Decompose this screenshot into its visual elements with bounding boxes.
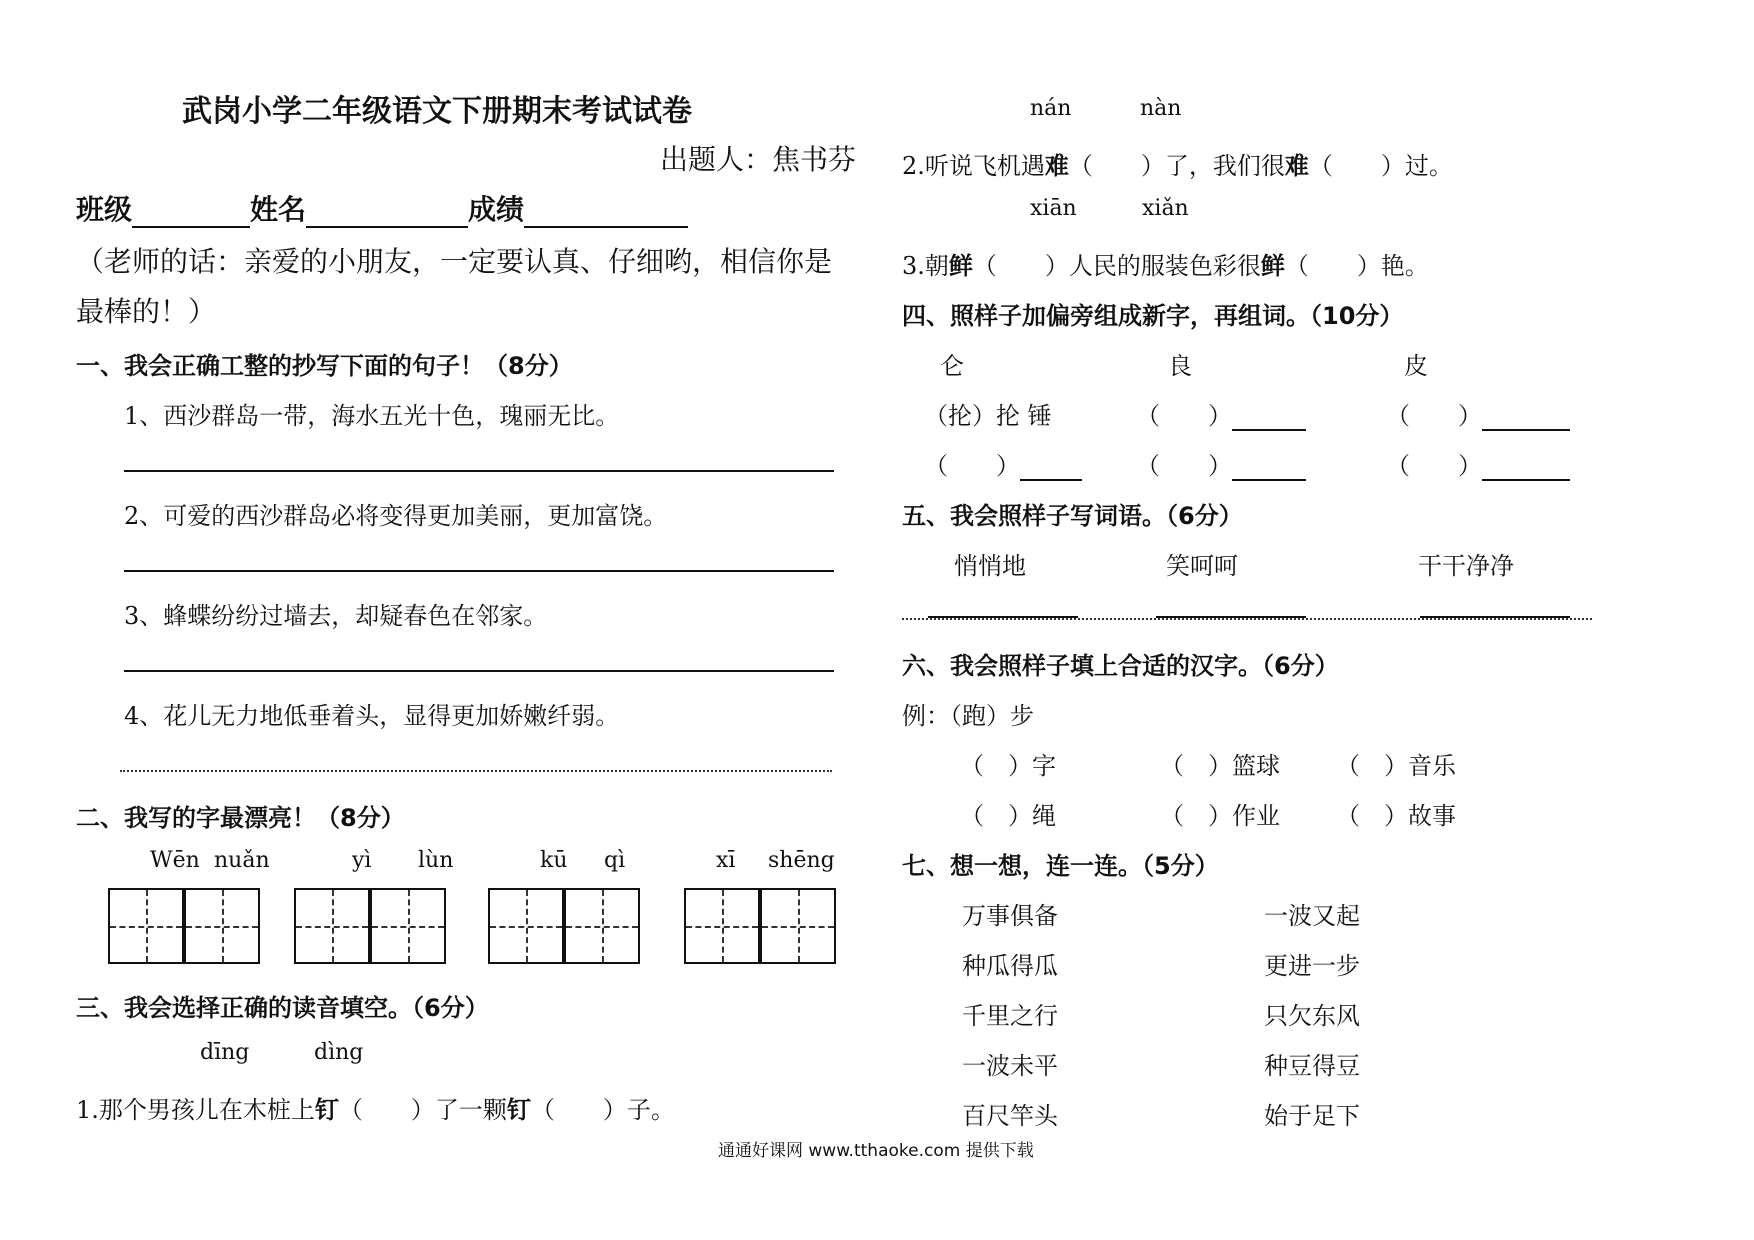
fill-item[interactable]: （ ）绳	[960, 802, 1056, 830]
fill-item[interactable]: （ ）故事	[1336, 802, 1456, 830]
copy-sentence-1: 1、西沙群岛一带，海水五光十色，瑰丽无比。	[124, 402, 620, 430]
teacher-note-line-1: （老师的话：亲爱的小朋友，一定要认真、仔细哟，相信你是	[76, 245, 833, 278]
pinyin-xian3: xiǎn	[1142, 196, 1189, 221]
answer-blank[interactable]: （ ）过。	[1308, 152, 1453, 180]
radical-answer[interactable]: （ ）	[1386, 446, 1570, 481]
radical-char-pi: 皮	[1404, 352, 1428, 380]
idiom-left[interactable]: 种瓜得瓜	[962, 952, 1058, 980]
pinyin-xi: xī	[716, 848, 736, 873]
answer-blank[interactable]: （ ）艳。	[1284, 252, 1429, 280]
writing-box[interactable]	[488, 888, 564, 964]
writing-box[interactable]	[294, 888, 370, 964]
idiom-right[interactable]: 一波又起	[1264, 902, 1360, 930]
idiom-right[interactable]: 更进一步	[1264, 952, 1360, 980]
copy-sentence-3: 3、蜂蝶纷纷过墙去，却疑春色在邻家。	[124, 602, 548, 630]
radical-answer[interactable]: （ ）	[924, 446, 1082, 481]
fill-item[interactable]: （ ）字	[960, 752, 1056, 780]
answer-blank[interactable]: （ ）了，我们很	[1068, 152, 1285, 180]
pinyin-ding1: dīng	[200, 1040, 250, 1065]
pinyin-lun: lùn	[418, 848, 454, 873]
pinyin-nuan: nuǎn	[214, 848, 270, 873]
copy-line-3[interactable]	[124, 670, 834, 672]
example-line: 例：（跑）步	[902, 702, 1034, 730]
sample-word-3: 干干净净	[1418, 552, 1514, 580]
pinyin-sheng: shēng	[768, 848, 835, 873]
question-3-2: 2.听说飞机遇难（ ）了，我们很难（ ）过。	[902, 151, 1453, 180]
section-6-title: 六、我会照样子填上合适的汉字。（6分）	[902, 652, 1339, 680]
fill-item[interactable]: （ ）篮球	[1160, 752, 1280, 780]
section-2-title: 二、我写的字最漂亮！（8分）	[76, 804, 405, 832]
idiom-left[interactable]: 万事俱备	[962, 902, 1058, 930]
teacher-note-line-2: 最棒的！）	[76, 295, 217, 328]
copy-line-4[interactable]	[120, 770, 832, 772]
student-info-row	[76, 188, 688, 228]
pinyin-yi: yì	[352, 848, 372, 873]
pinyin-xian1: xiān	[1030, 196, 1077, 221]
word-guide-line	[902, 618, 1592, 620]
section-7-title: 七、想一想，连一连。（5分）	[902, 852, 1219, 880]
pinyin-ku: kū	[540, 848, 568, 873]
copy-line-1[interactable]	[124, 470, 834, 472]
fill-item[interactable]: （ ）作业	[1160, 802, 1280, 830]
writing-box[interactable]	[684, 888, 760, 964]
word-answer-line[interactable]	[928, 616, 1078, 618]
idiom-left[interactable]: 千里之行	[962, 1002, 1058, 1030]
radical-char-lun: 仑	[940, 352, 964, 380]
answer-blank[interactable]: （ ）子。	[530, 1096, 675, 1124]
word-answer-line[interactable]	[1420, 616, 1570, 618]
radical-char-liang: 良	[1168, 352, 1192, 380]
idiom-right[interactable]: 只欠东风	[1264, 1002, 1360, 1030]
question-3-1: 1.那个男孩儿在木桩上钉（ ）了一颗钉（ ）子。	[76, 1095, 675, 1124]
example-answer: （抡）抡 锤	[924, 402, 1052, 430]
answer-blank[interactable]: （ ）人民的服装色彩很	[972, 252, 1261, 280]
section-1-title: 一、我会正确工整的抄写下面的句子！（8分）	[76, 352, 573, 380]
class-field[interactable]	[132, 226, 250, 228]
writing-box[interactable]	[108, 888, 184, 964]
idiom-left[interactable]: 百尺竿头	[962, 1102, 1058, 1130]
section-3-title: 三、我会选择正确的读音填空。（6分）	[76, 994, 489, 1022]
word-answer-line[interactable]	[1156, 616, 1306, 618]
idiom-right[interactable]: 种豆得豆	[1264, 1052, 1360, 1080]
answer-blank[interactable]: （ ）了一颗	[338, 1096, 507, 1124]
writing-box[interactable]	[564, 888, 640, 964]
section-5-title: 五、我会照样子写词语。（6分）	[902, 502, 1243, 530]
radical-answer[interactable]: （ ）	[1386, 396, 1570, 431]
question-3-3: 3.朝鲜（ ）人民的服装色彩很鲜（ ）艳。	[902, 251, 1429, 280]
pinyin-wen: Wēn	[150, 848, 200, 873]
score-label: 成绩	[468, 193, 525, 226]
writing-box[interactable]	[184, 888, 260, 964]
score-field[interactable]	[524, 226, 688, 228]
writing-box[interactable]	[370, 888, 446, 964]
fill-item[interactable]: （ ）音乐	[1336, 752, 1456, 780]
idiom-right[interactable]: 始于足下	[1264, 1102, 1360, 1130]
name-label: 姓名	[250, 193, 307, 226]
radical-answer[interactable]: （ ）	[1136, 396, 1306, 431]
copy-sentence-4: 4、花儿无力地低垂着头，显得更加娇嫩纤弱。	[124, 702, 620, 730]
copy-line-2[interactable]	[124, 570, 834, 572]
footer-credit: 通通好课网 www.tthaoke.com 提供下载	[718, 1141, 1034, 1161]
name-field[interactable]	[306, 226, 468, 228]
exam-title: 武岗小学二年级语文下册期末考试试卷	[182, 94, 692, 129]
section-4-title: 四、照样子加偏旁组成新字，再组词。（10分）	[902, 302, 1404, 330]
pinyin-nan4: nàn	[1140, 96, 1182, 121]
sample-word-1: 悄悄地	[954, 552, 1026, 580]
class-label: 班级	[76, 193, 133, 226]
writing-box[interactable]	[760, 888, 836, 964]
pinyin-qi: qì	[604, 848, 626, 873]
radical-answer[interactable]: （ ）	[1136, 446, 1306, 481]
idiom-left[interactable]: 一波未平	[962, 1052, 1058, 1080]
author-line: 出题人：焦书芬	[660, 143, 857, 176]
pinyin-ding4: dìng	[314, 1040, 364, 1065]
pinyin-nan2: nán	[1030, 96, 1072, 121]
copy-sentence-2: 2、可爱的西沙群岛必将变得更加美丽，更加富饶。	[124, 502, 668, 530]
sample-word-2: 笑呵呵	[1166, 552, 1238, 580]
